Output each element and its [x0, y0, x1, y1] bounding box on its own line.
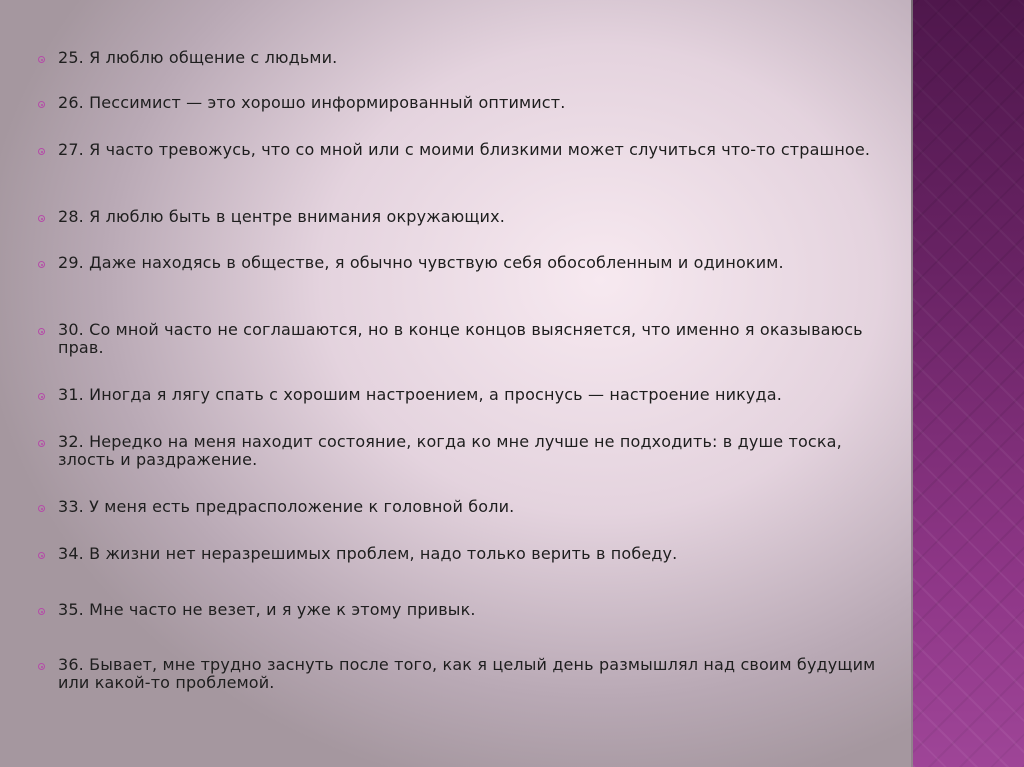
circle-bullet-icon: [36, 602, 58, 622]
circle-bullet-icon: [36, 434, 58, 454]
circle-bullet-icon: [36, 50, 58, 70]
circle-bullet-icon: [36, 142, 58, 162]
list-item-text: 36. Бывает, мне трудно заснуть после того, как я целый день размышлял над своим будущим или какой-то проблемой.: [58, 655, 876, 692]
list-item: [36, 208, 876, 229]
circle-bullet-icon: [36, 322, 58, 342]
list-item-text: 25. Я люблю общение с людьми.: [58, 48, 338, 67]
list-item-text: 33. У меня есть предрасположение к головной боли.: [58, 497, 515, 516]
list-item: [36, 386, 876, 407]
list-item: [36, 498, 876, 519]
list-item: [36, 601, 876, 622]
list-item: [36, 321, 876, 357]
circle-bullet-icon: [36, 546, 58, 566]
list-item: [36, 254, 876, 275]
list-item: [36, 656, 876, 692]
circle-bullet-icon: [36, 209, 58, 229]
circle-bullet-icon: [36, 387, 58, 407]
circle-bullet-icon: [36, 95, 58, 115]
list-item: [36, 49, 876, 70]
circle-bullet-icon: [36, 657, 58, 677]
circle-bullet-icon: [36, 499, 58, 519]
list-item: [36, 94, 876, 115]
list-item-text: 31. Иногда я лягу спать с хорошим настроением, а проснусь — настроение никуда.: [58, 385, 782, 404]
list-item-text: 30. Со мной часто не соглашаются, но в конце концов выясняется, что именно я оказываюсь прав.: [58, 320, 863, 357]
list-item: [36, 141, 876, 162]
decorative-side-panel: [913, 0, 1024, 767]
list-item-text: 34. В жизни нет неразрешимых проблем, надо только верить в победу.: [58, 544, 678, 563]
list-item: [36, 545, 876, 566]
list-item-text: 28. Я люблю быть в центре внимания окружающих.: [58, 207, 505, 226]
list-item-text: 32. Нередко на меня находит состояние, когда ко мне лучше не подходить: в душе тоска, злость и раздражение.: [58, 432, 842, 469]
list-item-text: 29. Даже находясь в обществе, я обычно чувствую себя обособленным и одиноким.: [58, 253, 784, 272]
list-item-text: 26. Пессимист — это хорошо информированный оптимист.: [58, 93, 566, 112]
list-item-text: 27. Я часто тревожусь, что со мной или с моими близкими может случиться что-то страшное.: [58, 140, 871, 159]
list-item: [36, 433, 876, 469]
circle-bullet-icon: [36, 255, 58, 275]
list-item-text: 35. Мне часто не везет, и я уже к этому привык.: [58, 600, 476, 619]
